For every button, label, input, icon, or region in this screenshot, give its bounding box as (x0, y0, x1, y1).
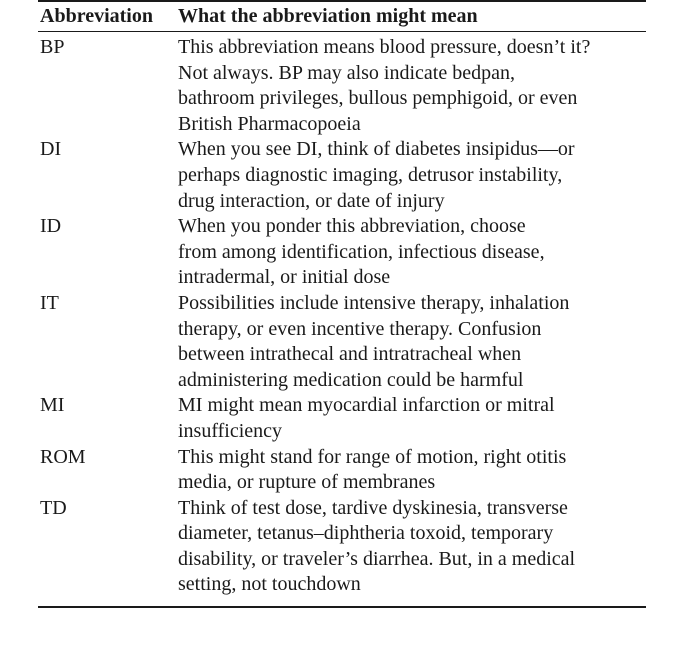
meaning-line: Possibilities include intensive therapy, inhalation (178, 291, 570, 314)
meaning-line: British Pharmacopoeia (178, 112, 361, 135)
meaning-line: setting, not touchdown (178, 573, 361, 596)
abbreviation-cell: ID (40, 215, 62, 238)
meaning-cell (178, 137, 646, 214)
meaning-line: media, or rupture of membranes (178, 471, 436, 494)
meaning-line: drug interaction, or date of injury (178, 189, 445, 212)
table-row (38, 445, 646, 496)
header-abbreviation: Abbreviation (40, 5, 153, 27)
meaning-line: Not always. BP may also indicate bedpan, (178, 61, 515, 84)
meaning-line: disability, or traveler’s diarrhea. But, in a medical (178, 547, 576, 570)
table-row (38, 214, 646, 291)
meaning-cell (178, 214, 646, 291)
meaning-cell (178, 393, 646, 444)
meaning-line: perhaps diagnostic imaging, detrusor instability, (178, 163, 563, 186)
meaning-line: bathroom privileges, bullous pemphigoid, or even (178, 87, 578, 110)
abbreviation-cell: IT (40, 291, 59, 314)
meaning-line: MI might mean myocardial infarction or mitral (178, 394, 555, 417)
meaning-line: This might stand for range of motion, right otitis (178, 445, 567, 468)
table-row (38, 137, 646, 214)
meaning-cell (178, 445, 646, 496)
table-body (38, 32, 646, 598)
meaning-line: therapy, or even incentive therapy. Confusion (178, 317, 542, 340)
table-row (38, 291, 646, 393)
abbreviation-cell: MI (40, 394, 65, 417)
table-row (38, 393, 646, 444)
meaning-line: This abbreviation means blood pressure, doesn’t it? (178, 36, 591, 58)
meaning-line: insufficiency (178, 419, 283, 442)
meaning-line: administering medication could be harmful (178, 368, 524, 391)
abbreviation-cell: TD (40, 496, 67, 519)
header-meaning: What the abbreviation might mean (178, 5, 478, 27)
abbreviation-table (38, 0, 646, 608)
meaning-line: from among identification, infectious disease, (178, 240, 545, 263)
meaning-cell (178, 496, 646, 598)
meaning-cell (178, 35, 646, 137)
abbreviation-cell: DI (40, 138, 62, 161)
meaning-line: intradermal, or initial dose (178, 266, 391, 289)
meaning-line: diameter, tetanus–diphtheria toxoid, temporary (178, 522, 554, 545)
meaning-line: Think of test dose, tardive dyskinesia, transverse (178, 496, 568, 519)
meaning-line: When you ponder this abbreviation, choose (178, 215, 526, 238)
meaning-cell (178, 291, 646, 393)
meaning-line: between intrathecal and intratracheal when (178, 343, 522, 366)
table-row (38, 496, 646, 598)
table-row (38, 35, 646, 137)
abbreviation-cell: ROM (40, 445, 86, 468)
abbreviation-cell: BP (40, 36, 65, 58)
table-header-row (38, 2, 646, 31)
table-bottom-rule (38, 606, 646, 608)
meaning-line: When you see DI, think of diabetes insipidus—or (178, 138, 575, 161)
